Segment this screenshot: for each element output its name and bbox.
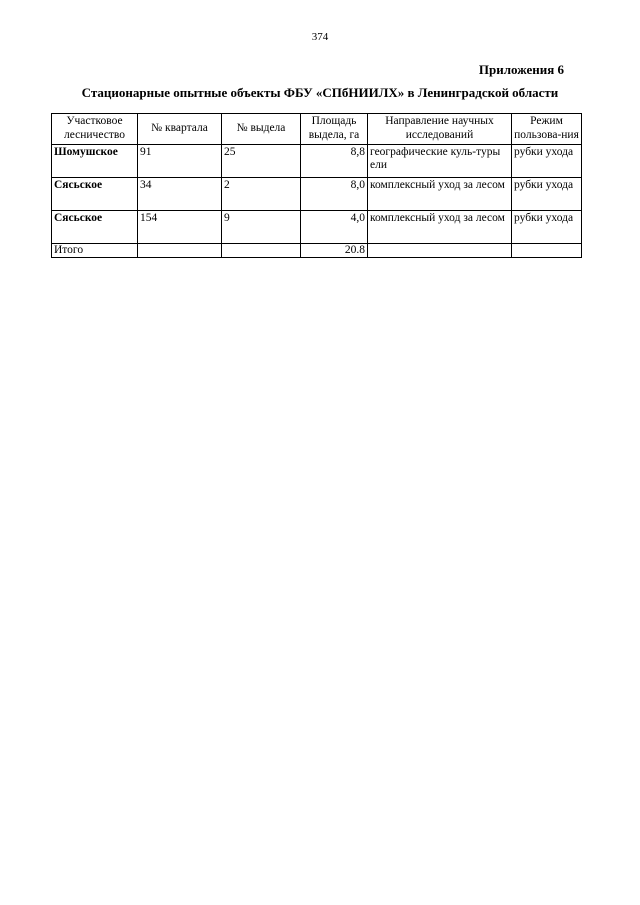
cell-kvartal: 91 xyxy=(138,144,222,177)
table-row xyxy=(52,144,582,177)
header-vydel: № выдела xyxy=(222,114,301,145)
cell-forestry: Сясьское xyxy=(52,210,138,243)
total-empty-cell xyxy=(138,243,222,258)
total-row xyxy=(52,243,582,258)
cell-area: 8,0 xyxy=(301,177,368,210)
header-forestry: Участковое лесничество xyxy=(52,114,138,145)
cell-vydel: 9 xyxy=(222,210,301,243)
cell-mode: рубки ухода xyxy=(512,177,582,210)
header-direction: Направление научных исследований xyxy=(368,114,512,145)
header-mode: Режим пользова-ния xyxy=(512,114,582,145)
total-empty-cell xyxy=(512,243,582,258)
cell-mode: рубки ухода xyxy=(512,144,582,177)
appendix-label: Приложения 6 xyxy=(478,62,564,77)
cell-forestry: Шомушское xyxy=(52,144,138,177)
cell-forestry: Сясьское xyxy=(52,177,138,210)
research-objects-table xyxy=(51,113,582,258)
cell-area: 4,0 xyxy=(301,210,368,243)
total-empty-cell xyxy=(368,243,512,258)
table-row xyxy=(52,177,582,210)
cell-vydel: 2 xyxy=(222,177,301,210)
total-label: Итого xyxy=(52,243,138,258)
cell-direction: комплексный уход за лесом xyxy=(368,210,512,243)
cell-kvartal: 34 xyxy=(138,177,222,210)
page-number: 374 xyxy=(311,31,329,43)
total-empty-cell xyxy=(222,243,301,258)
cell-mode: рубки ухода xyxy=(512,210,582,243)
cell-kvartal: 154 xyxy=(138,210,222,243)
table-row xyxy=(52,210,582,243)
cell-direction: комплексный уход за лесом xyxy=(368,177,512,210)
header-area: Площадь выдела, га xyxy=(301,114,368,145)
document-title: Стационарные опытные объекты ФБУ «СПбНИИЛХ» в Ленинградской области xyxy=(81,85,559,100)
cell-vydel: 25 xyxy=(222,144,301,177)
cell-direction: географические куль-туры ели xyxy=(368,144,512,177)
total-area: 20.8 xyxy=(301,243,368,258)
header-kvartal: № квартала xyxy=(138,114,222,145)
cell-area: 8,8 xyxy=(301,144,368,177)
table-header-row xyxy=(52,114,582,145)
